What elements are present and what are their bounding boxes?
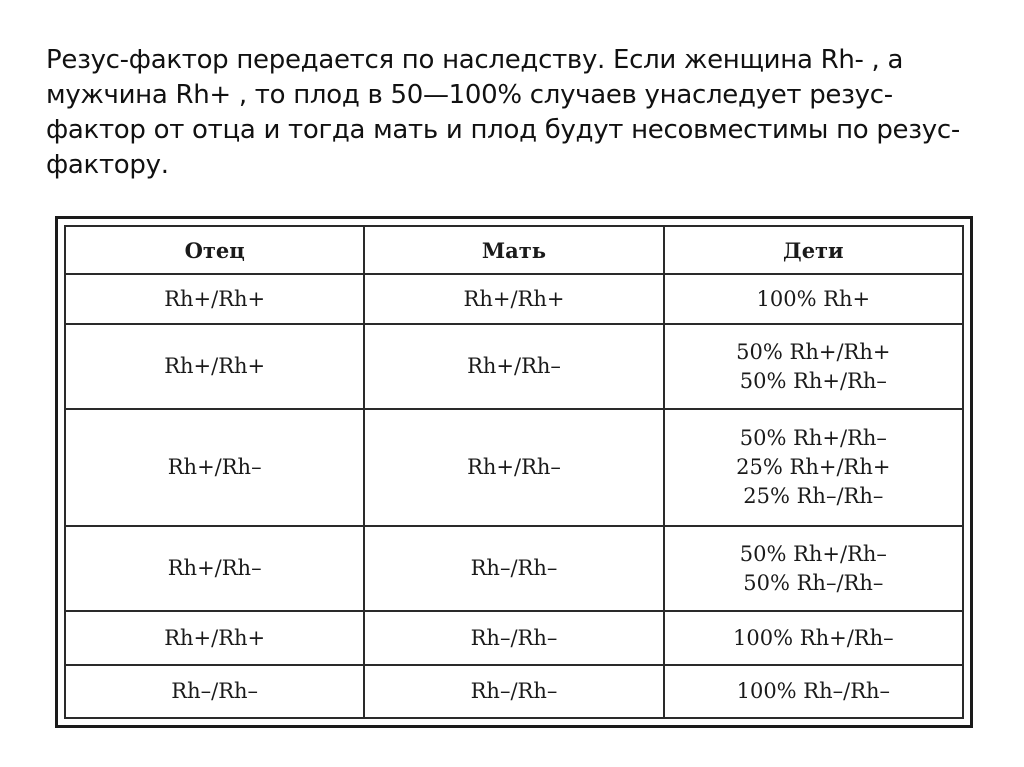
- header-mother: Мать: [364, 226, 663, 274]
- children-line: 50% Rh–/Rh–: [743, 570, 884, 595]
- table-row: [65, 274, 963, 324]
- table-header-row: [65, 226, 963, 274]
- children-line: 25% Rh+/Rh+: [736, 455, 891, 480]
- mother-cell: Rh+/Rh+: [364, 274, 663, 324]
- father-cell: Rh+/Rh+: [65, 274, 364, 324]
- father-cell: Rh–/Rh–: [65, 665, 364, 718]
- table-row: [65, 409, 963, 526]
- inheritance-table-frame: [55, 216, 973, 728]
- mother-cell: Rh+/Rh–: [364, 409, 663, 526]
- children-line: 100% Rh–/Rh–: [736, 679, 891, 704]
- children-line: 50% Rh+/Rh–: [739, 541, 887, 566]
- father-cell: Rh+/Rh–: [65, 409, 364, 526]
- table-row: [65, 611, 963, 665]
- children-cell: [664, 611, 963, 665]
- table-row: [65, 665, 963, 718]
- mother-cell: Rh–/Rh–: [364, 526, 663, 611]
- children-line: 100% Rh+/Rh–: [733, 625, 894, 650]
- mother-cell: Rh–/Rh–: [364, 611, 663, 665]
- father-cell: Rh+/Rh+: [65, 611, 364, 665]
- children-cell: [664, 409, 963, 526]
- father-cell: Rh+/Rh+: [65, 324, 364, 409]
- children-cell: [664, 526, 963, 611]
- children-cell: [664, 324, 963, 409]
- children-cell: [664, 274, 963, 324]
- rh-inheritance-table: [64, 225, 964, 719]
- children-line: 25% Rh–/Rh–: [743, 484, 884, 509]
- children-cell: [664, 665, 963, 718]
- header-children: Дети: [664, 226, 963, 274]
- children-line: 50% Rh+/Rh–: [739, 368, 887, 393]
- children-line: 100% Rh+: [756, 286, 871, 311]
- children-line: 50% Rh+/Rh+: [736, 339, 891, 364]
- table-row: [65, 526, 963, 611]
- mother-cell: Rh–/Rh–: [364, 665, 663, 718]
- mother-cell: Rh+/Rh–: [364, 324, 663, 409]
- header-father: Отец: [65, 226, 364, 274]
- children-line: 50% Rh+/Rh–: [739, 426, 887, 451]
- table-row: [65, 324, 963, 409]
- father-cell: Rh+/Rh–: [65, 526, 364, 611]
- intro-paragraph: Резус-фактор передается по наследству. Если женщина Rh- , а мужчина Rh+ , то плод в 50—100% случаев унаследует резус-фактор от отца и тогда мать и плод будут несовместимы по резус-фактору.: [46, 45, 960, 180]
